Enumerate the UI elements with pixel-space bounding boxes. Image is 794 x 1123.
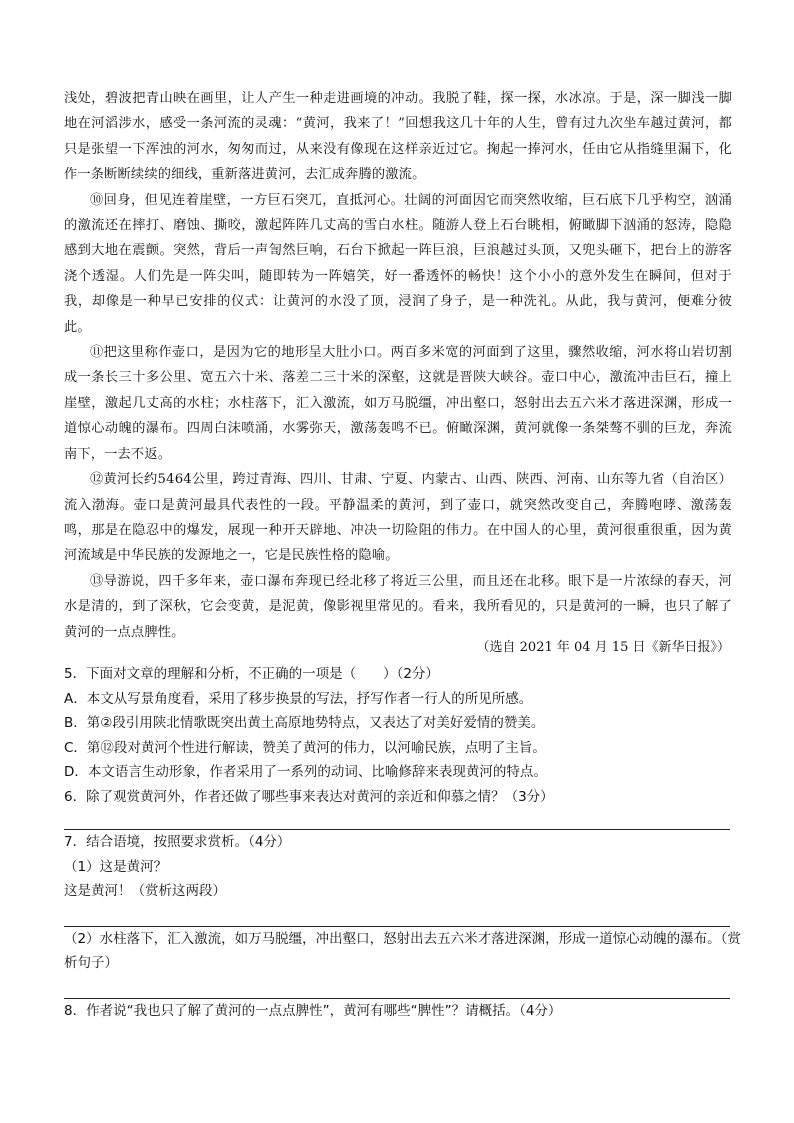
question-7: 7．结合语境，按照要求赏析。（4分） [64,834,291,850]
paragraph-11: ⑪把这里称作壶口，是因为它的地形呈大肚小口。两百多米宽的河面到了这里，骤然收缩，河水将山岩切割成一条长三十多公里、宽五六十米、落差二三十米的深壑，这就是晋陕大峡谷。壶口中心，激流冲击巨石，撞上崖壁，激起几丈高的水柱；水柱落下，汇入激流，如万马脱缰，冲出壑口，怒射出去五六米才落进深渊，形成一道惊心动魄的瀑布。四周白沫喷涌，水雾弥天，激荡轰鸣不已。俯瞰深渊，黄河就像一条桀骜不驯的巨龙，奔流南下，一去不返。 [64,345,732,462]
paragraph-12: ⑫黄河长约5464公里，跨过青海、四川、甘肃、宁夏、内蒙古、山西、陕西、河南、山东等九省（自治区）流入渤海。壶口是黄河最具代表性的一段。平静温柔的黄河，到了壶口，就突然改变自己，奔腾咆哮、激荡轰鸣，那是在隐忍中的爆发，展现一种开天辟地、冲决一切险阻的伟力。在中国人的心里，黄河很重很重，因为黄河流域是中华民族的发源地之一，它是民族性格的隐喻。 [64,472,732,564]
question-6: 6．除了观赏黄河外，作者还做了哪些事来表达对黄河的亲近和仰慕之情？（3分） [64,788,554,805]
question-7-part-1-line-2: 这是黄河！（赏析这两段） [64,883,226,899]
question-5-option-b: B．第②段引用陕北情歌既突出黄土高原地势特点，又表达了对美好爱情的赞美。 [64,715,545,731]
paragraph-13: ⑬导游说，四千多年来，壶口瀑布奔现已经北移了将近三公里，而且还在北移。眼下是一片浓绿的春天，河水是清的，到了深秋，它会变黄，是泥黄，像影视里常见的。看来，我所看见的，只是黄河的一瞬，也只了解了黄河的一点点脾性。 [64,573,732,640]
questions-section [64,662,744,1023]
question-8: 8．作者说“我也只了解了黄河的一点点脾性”，黄河有哪些“脾性”？请概括。（4分） [64,1002,562,1019]
reading-passage [64,86,732,645]
question-5: 5．下面对文章的理解和分析，不正确的一项是（ ）（2分） [64,666,439,682]
question-5-option-c: C．第⑫段对黄河个性进行解读，赞美了黄河的伟力，以河喻民族，点明了主旨。 [64,739,546,756]
paragraph-9-continuation: 浅处，碧波把青山映在画里，让人产生一种走进画境的冲动。我脱了鞋，探一探，水冰凉。于是，深一脚浅一脚地在河滔涉水，感受一条河流的灵魂：“黄河，我来了！”回想我这几十年的人生，曾有过九次坐车越过黄河，都只是张望一下浑浊的河水，匆匆而过，从来没有像现在这样亲近过它。掬起一捧河水，任由它从指缝里漏下，化作一条断断续续的细线，重新落进黄河，去汇成奔腾的激流。 [64,91,732,183]
question-5-option-a: A．本文从写景角度看，采用了移步换景的写法，抒写作者一行人的所见所感。 [64,690,533,707]
question-7-part-1-line-1: （1）这是黄河？ [64,858,168,875]
passage-source: （选自 2021 年 04 月 15 日《新华日报》） [476,640,730,655]
paragraph-10: ⑩回身，但见连着崖壁，一方巨石突兀，直抵河心。壮阔的河面因它而突然收缩，巨石底下几乎构空，汹涌的激流还在摔打、磨蚀、撕咬，激起阵阵几丈高的雪白水柱。随游人登上石台眺相，俯瞰脚下汹涌的怒涛，隐隐感到大地在震颤。突然，背后一声訇然巨响，石台下掀起一阵巨浪，巨浪越过头顶，又兜头砸下，把台上的游客浇个透湿。人们先是一阵尖叫，随即转为一阵嬉笑，好一番透怀的畅快！这个小小的意外发生在瞬间，但对于我，却像是一种早已安排的仪式：让黄河的水没了顶，浸润了身子，是一种洗礼。从此，我与黄河，便难分彼此。 [64,192,732,335]
question-7-part-2: （2）水柱落下，汇入激流，如万马脱缰，冲出壑口，怒射出去五六米才落进深渊，形成一道惊心动魄的瀑布。（赏析句子） [64,930,741,971]
question-5-option-d: D．本文语言生动形象，作者采用了一系列的动词、比喻修辞来表现黄河的特点。 [64,764,547,780]
